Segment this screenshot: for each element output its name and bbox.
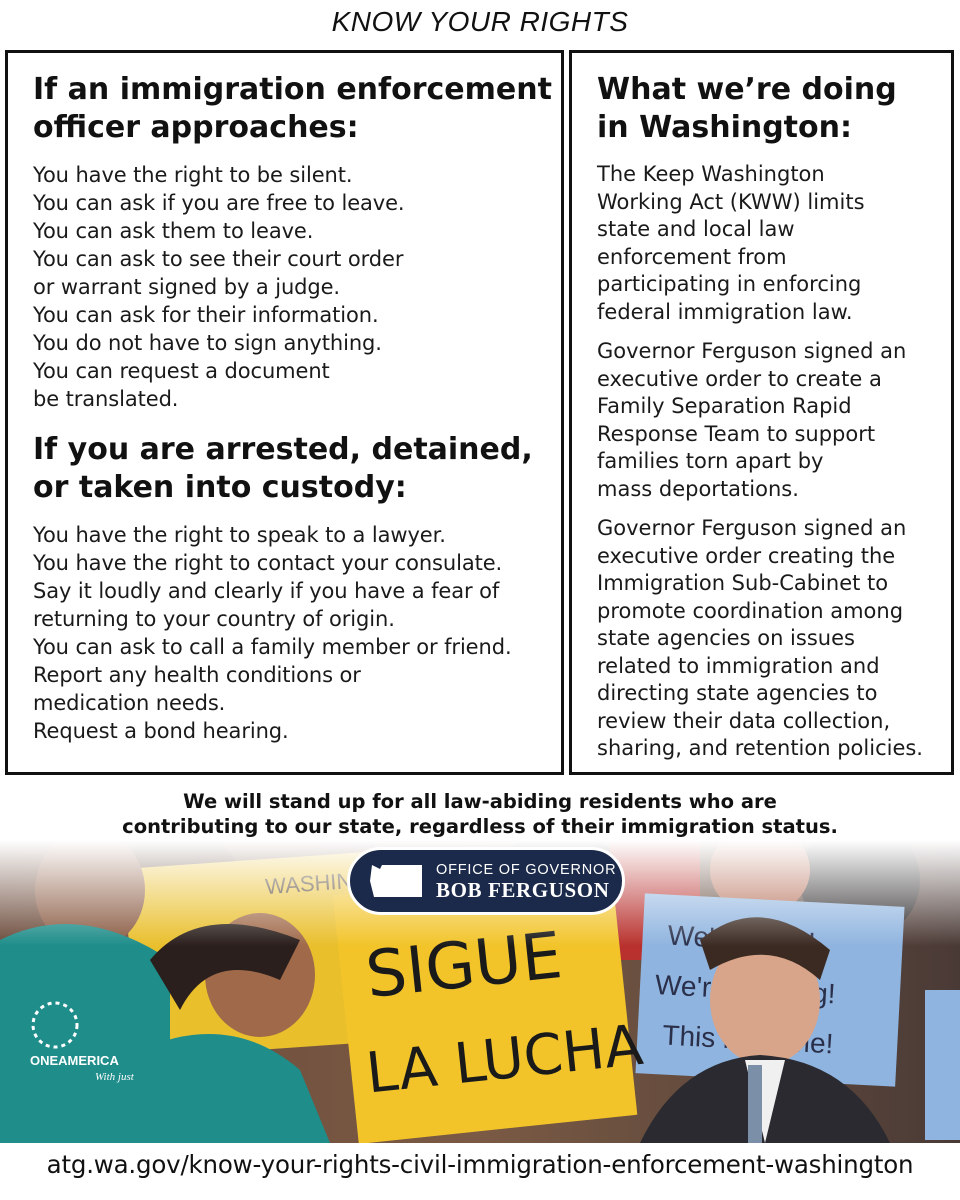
list-item: You have the right to speak to a lawyer.: [33, 523, 446, 547]
list-item: You can request a document: [33, 359, 330, 383]
paragraph-line: sharing, and retention policies.: [597, 736, 923, 760]
list-item: You have the right to be silent.: [33, 163, 353, 187]
paragraph-line: Working Act (KWW) limits: [597, 189, 865, 214]
list-item: Report any health conditions or: [33, 663, 361, 687]
rights-box: [5, 50, 564, 775]
paragraph-sub-cabinet: [597, 515, 951, 763]
paragraph-kww: [597, 161, 951, 326]
governor-office-logo: [347, 847, 625, 915]
paragraph-rapid-response: [597, 338, 951, 503]
heading-line: officer approaches:: [33, 110, 359, 145]
seal-line-2: BOB FERGUSON: [436, 877, 610, 902]
page-title: KNOW YOUR RIGHTS: [331, 6, 629, 37]
heading-line: If you are arrested, detained,: [33, 432, 533, 467]
section-heading-approach: [33, 71, 561, 147]
washington-state-icon: [368, 861, 426, 901]
list-item: You can ask for their information.: [33, 303, 379, 327]
list-item: medication needs.: [33, 691, 226, 715]
list-item: returning to your country of origin.: [33, 607, 395, 631]
list-item: Say it loudly and clearly if you have a fear of: [33, 579, 500, 603]
seal-line-1: OFFICE OF GOVERNOR: [436, 861, 617, 878]
list-item: be translated.: [33, 387, 179, 411]
paragraph-line: Immigration Sub-Cabinet to: [597, 571, 889, 595]
paragraph-line: review their data collection,: [597, 708, 891, 733]
footer-url[interactable]: atg.wa.gov/know-your-rights-civil-immigration-enforcement-washington: [46, 1150, 914, 1179]
paragraph-line: executive order to create a: [597, 366, 882, 391]
tagline-line: We will stand up for all law-abiding residents who are: [183, 790, 777, 813]
paragraph-line: participating in enforcing: [597, 272, 862, 296]
list-item: Request a bond hearing.: [33, 719, 289, 743]
tagline: [0, 789, 960, 839]
list-item: You do not have to sign anything.: [33, 331, 382, 355]
paragraph-line: executive order creating the: [597, 543, 896, 568]
section-heading-arrested: [33, 431, 561, 507]
tagline-line: contributing to our state, regardless of their immigration status.: [122, 815, 838, 838]
paragraph-line: Family Separation Rapid: [597, 394, 852, 418]
list-item: You can ask if you are free to leave.: [33, 191, 405, 215]
paragraph-line: families torn apart by: [597, 449, 824, 473]
washington-actions-box: [569, 50, 954, 775]
paragraph-line: state and local law: [597, 217, 795, 241]
approach-rights-list: [33, 161, 561, 413]
paragraph-line: related to immigration and: [597, 653, 880, 678]
paragraph-line: The Keep Washington: [597, 162, 825, 186]
list-item: or warrant signed by a judge.: [33, 275, 341, 299]
paragraph-line: Governor Ferguson signed an: [597, 516, 907, 540]
heading-line: If an immigration enforcement: [33, 72, 552, 107]
paragraph-line: mass deportations.: [597, 476, 799, 501]
paragraph-line: state agencies on issues: [597, 626, 855, 650]
section-heading-washington: [597, 71, 951, 147]
heading-line: What we’re doing: [597, 72, 897, 107]
list-item: You can ask them to leave.: [33, 219, 314, 243]
heading-line: or taken into custody:: [33, 470, 407, 505]
paragraph-line: enforcement from: [597, 244, 787, 269]
paragraph-line: Governor Ferguson signed an: [597, 339, 907, 363]
paragraph-line: Response Team to support: [597, 421, 876, 446]
paragraph-line: promote coordination among: [597, 598, 904, 623]
paragraph-line: directing state agencies to: [597, 681, 878, 705]
heading-line: in Washington:: [597, 110, 852, 145]
list-item: You can ask to call a family member or friend.: [33, 635, 512, 659]
list-item: You have the right to contact your consulate.: [33, 551, 503, 575]
paragraph-line: federal immigration law.: [597, 299, 853, 324]
list-item: You can ask to see their court order: [33, 247, 404, 271]
arrest-rights-list: [33, 521, 561, 745]
